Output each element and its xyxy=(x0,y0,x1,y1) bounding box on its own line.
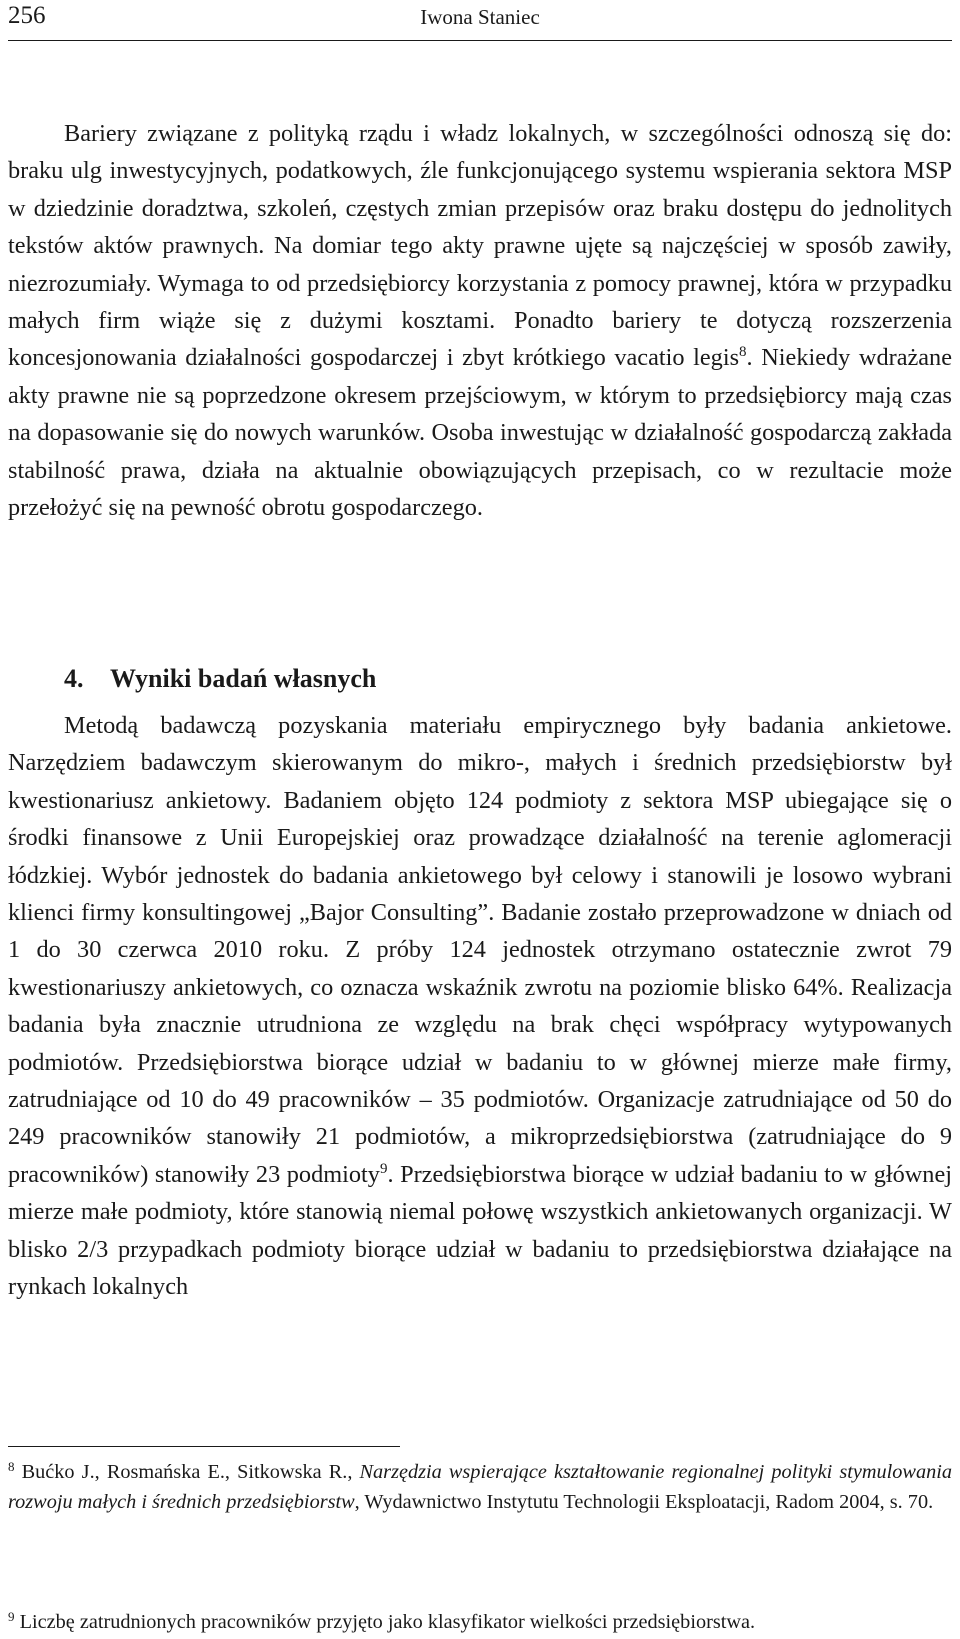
footnote-ref-8[interactable]: 8 xyxy=(739,344,747,361)
section-number: 4. xyxy=(64,664,84,693)
section-heading xyxy=(64,662,376,696)
page-header xyxy=(8,0,952,41)
paragraph-text: . Przedsiębiorstwa biorące w udział badaniu to w głównej mierze małe podmioty, które stanowią niemal połowę wszystkich ankietowanych organizacji. W blisko 2/3 przypadkach podmioty biorące udział w badaniu to przedsiębiorstwa działające na rynkach lokalnych xyxy=(8,1160,952,1301)
footnote-separator xyxy=(8,1446,400,1447)
footnote-ref-9[interactable]: 9 xyxy=(379,1160,388,1177)
footnote-title: Narzędzia wspierające kształtowanie regionalnej polityki stymulowania rozwoju małych i średnich przedsiębiorstw xyxy=(8,1461,953,1513)
footnote-mark: 8 xyxy=(8,1459,15,1474)
footnote-publisher: , Wydawnictwo Instytutu Technologii Eksploatacji, Radom 2004, s. 70. xyxy=(354,1491,934,1513)
running-head-author: Iwona Staniec xyxy=(420,5,540,29)
page-number: 256 xyxy=(8,2,46,29)
body-paragraph-1 xyxy=(8,115,952,526)
footnote-9 xyxy=(8,1607,952,1637)
footnote-mark: 9 xyxy=(8,1609,15,1624)
footnote-text: Liczbę zatrudnionych pracowników przyjęto jako klasyfikator wielkości przedsiębiorstwa. xyxy=(19,1611,756,1633)
paragraph-text: Bariery związane z polityką rządu i władz lokalnych, w szczególności odnoszą się do: braku ulg inwestycyjnych, podatkowych, źle funkcjonującego systemu wspierania sektora MSP w dziedzinie doradztwa, szkoleń, częstych zmian przepisów oraz braku dostępu do jednolitych tekstów aktów prawnych. Na domiar tego akty prawne ujęte są najczęściej w sposób zawiły, niezrozumiały. Wymaga to od przedsiębiorcy korzystania z pomocy prawnej, która w przypadku małych firm wiąże się z dużymi kosztami. Ponadto bariery te dotyczą rozszerzenia koncesjonowania działalności gospodarczej i zbyt krótkiego vacatio legis xyxy=(8,120,952,372)
paragraph-text: Metodą badawczą pozyskania materiału empirycznego były badania ankietowe. Narzędziem badawczym skierowanym do mikro-, małych i średnich przedsiębiorstw był kwestionariusz ankietowy. Badaniem objęto 124 podmioty z sektora MSP ubiegające się o środki finansowe z Unii Europejskiej oraz prowadzące działalność na terenie aglomeracji łódzkiej. Wybór jednostek do badania ankietowego był celowy i stanowili je losowo wybrani klienci firmy konsultingowej „Bajor Consulting”. Badanie zostało przeprowadzone w dniach od 1 do 30 czerwca 2010 roku. Z próby 124 jednostek otrzymano ostatecznie zwrot 79 kwestionariuszy ankietowych, co oznacza wskaźnik zwrotu na poziomie blisko 64%. Realizacja badania była znacznie utrudniona ze względu na brak chęci współpracy wytypowanych podmiotów. Przedsiębiorstwa biorące udział w badaniu to w głównej mierze małe firmy, zatrudniające od 10 do 49 pracowników – 35 podmiotów. Organizacje zatrudniające od 50 do 249 pracowników stanowiły 21 podmiotów, a mikroprzedsiębiorstwa (zatrudniające do 9 pracowników) stanowiły 23 podmioty xyxy=(8,712,952,1188)
footnote-8 xyxy=(8,1457,952,1517)
section-title: Wyniki badań własnych xyxy=(110,664,377,693)
paragraph-text: . Niekiedy wdrażane akty prawne nie są poprzedzone okresem przejściowym, w którym to przedsiębiorcy mają czas na dopasowanie się do nowych warunków. Osoba inwestując w działalność gospodarczą zakłada stabilność prawa, działa na aktualnie obowiązujących przepisach, co w rezultacie może przełożyć się na pewność obrotu gospodarczego. xyxy=(8,344,952,522)
body-paragraph-2 xyxy=(8,707,952,1306)
footnote-authors: Bućko J., Rosmańska E., Sitkowska R., xyxy=(21,1461,353,1483)
